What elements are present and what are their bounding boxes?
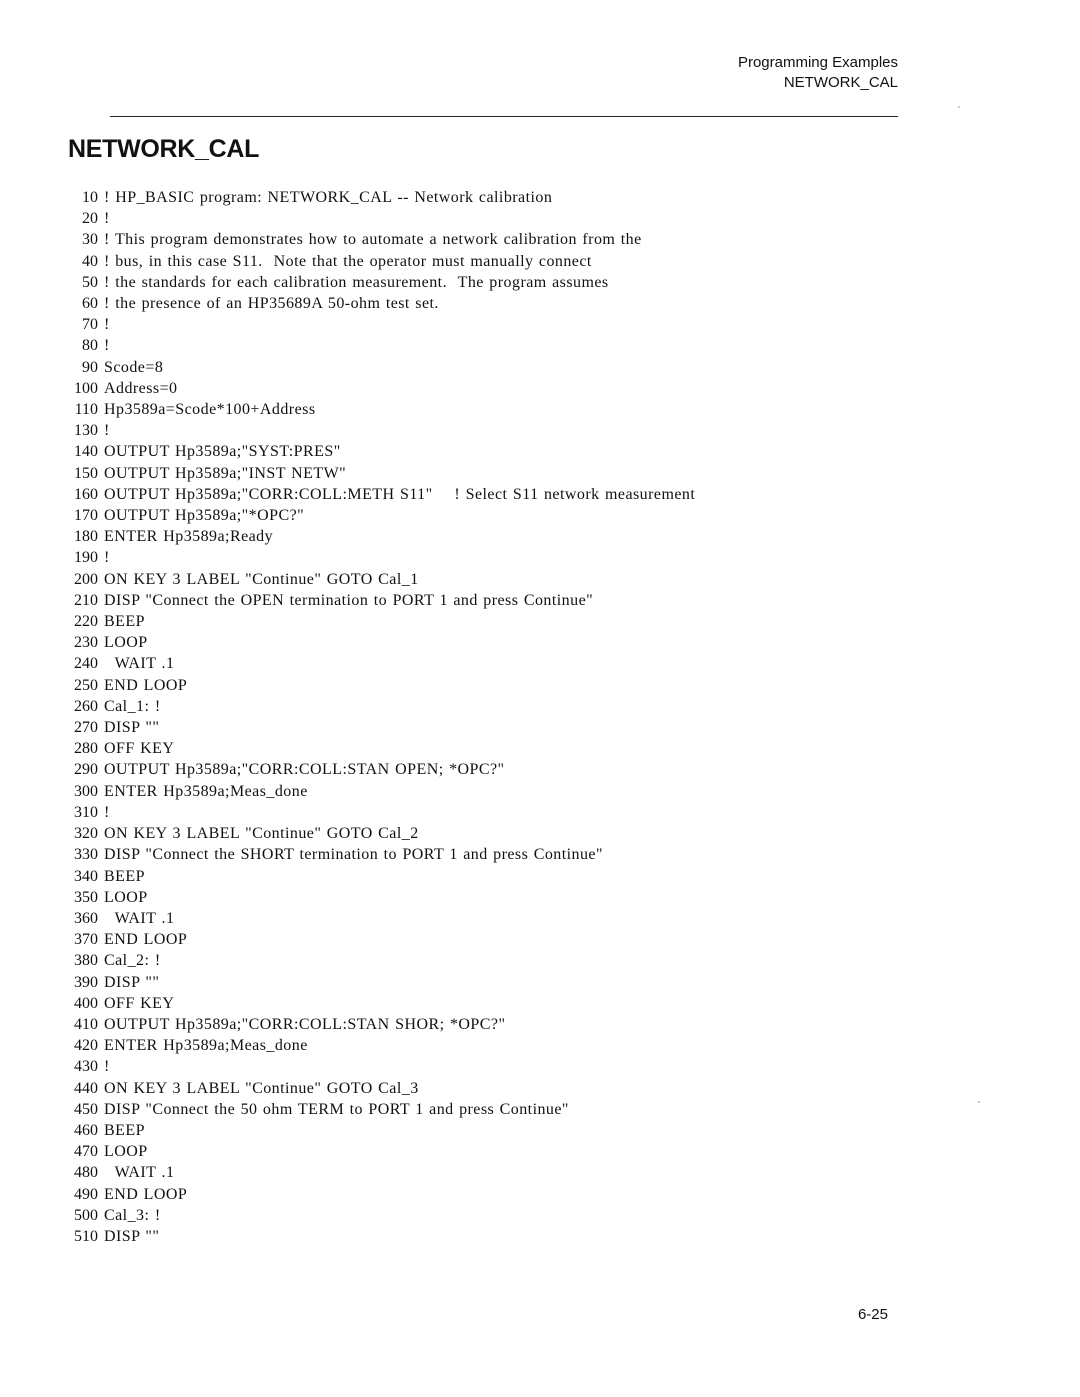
code-line [50,1035,695,1056]
line-code: ! [104,549,110,567]
line-number: 80 [82,337,98,355]
line-code: OUTPUT Hp3589a;"SYST:PRES" [104,443,341,461]
code-line [50,611,695,632]
line-code: ! the standards for each calibration measurement. The program assumes [104,273,609,291]
code-line [50,1014,695,1035]
line-code: ! [104,1058,110,1076]
code-line [50,208,695,229]
line-code: ! [104,316,110,334]
line-code: ENTER Hp3589a;Meas_done [104,782,308,800]
code-line [50,484,695,505]
line-code: ! [104,337,110,355]
line-number: 360 [74,909,98,927]
code-line [50,293,695,314]
code-line [50,272,695,293]
line-number: 250 [74,676,98,694]
line-number: 500 [74,1206,98,1224]
line-number: 350 [74,888,98,906]
line-code: OUTPUT Hp3589a;"CORR:COLL:METH S11" ! Select S11 network measurement [104,485,696,503]
code-line [50,823,695,844]
code-line [50,187,695,208]
line-code: DISP "Connect the OPEN termination to PORT 1 and press Continue" [104,591,594,609]
line-number: 270 [74,719,98,737]
line-number: 510 [74,1227,98,1245]
line-code: ! the presence of an HP35689A 50-ohm test set. [104,295,439,313]
line-code: ON KEY 3 LABEL "Continue" GOTO Cal_2 [104,825,419,843]
line-code: ENTER Hp3589a;Meas_done [104,1037,308,1055]
line-number: 420 [74,1037,98,1055]
line-number: 260 [74,697,98,715]
scan-speck [978,1101,980,1103]
line-code: Address=0 [104,379,178,397]
line-number: 130 [74,422,98,440]
line-number: 230 [74,634,98,652]
code-line [50,632,695,653]
code-line [50,1120,695,1141]
line-code: END LOOP [104,1185,188,1203]
code-line [50,1056,695,1077]
line-number: 50 [82,273,98,291]
line-code: LOOP [104,1143,148,1161]
line-number: 460 [74,1121,98,1139]
line-code: LOOP [104,634,148,652]
code-line [50,653,695,674]
line-number: 150 [74,464,98,482]
line-number: 380 [74,952,98,970]
code-line [50,357,695,378]
line-number: 450 [74,1100,98,1118]
code-line [50,251,695,272]
line-number: 40 [82,252,98,270]
code-line [50,569,695,590]
code-line [50,972,695,993]
code-line [50,993,695,1014]
line-number: 110 [74,401,98,419]
line-number: 20 [82,210,98,228]
line-number: 400 [74,994,98,1012]
line-number: 60 [82,295,98,313]
code-line [50,526,695,547]
header-section: Programming Examples [737,54,898,71]
line-code: ! bus, in this case S11. Note that the operator must manually connect [104,252,592,270]
line-number: 160 [74,485,98,503]
line-number: 180 [74,528,98,546]
line-code: DISP "" [104,1227,160,1245]
line-code: OUTPUT Hp3589a;"CORR:COLL:STAN SHOR; *OPC?" [104,1015,506,1033]
code-line [50,738,695,759]
code-line [50,802,695,823]
line-number: 100 [74,379,98,397]
line-code: WAIT .1 [104,655,175,673]
line-code: Cal_1: ! [104,697,161,715]
line-code: Scode=8 [104,358,164,376]
line-number: 200 [74,570,98,588]
line-code: END LOOP [104,931,188,949]
line-code: DISP "Connect the SHORT termination to PORT 1 and press Continue" [104,846,603,864]
line-code: ON KEY 3 LABEL "Continue" GOTO Cal_3 [104,1079,419,1097]
code-line [50,866,695,887]
line-code: BEEP [104,613,145,631]
line-code: WAIT .1 [104,1164,175,1182]
scan-speck [958,106,960,108]
line-number: 390 [74,973,98,991]
line-number: 370 [74,931,98,949]
line-code: OUTPUT Hp3589a;"*OPC?" [104,507,305,525]
line-code: ON KEY 3 LABEL "Continue" GOTO Cal_1 [104,570,419,588]
line-number: 470 [74,1143,98,1161]
line-code: WAIT .1 [104,909,175,927]
code-line [50,1205,695,1226]
line-number: 140 [74,443,98,461]
line-code: ! This program demonstrates how to automate a network calibration from the [104,231,642,249]
line-code: BEEP [104,1121,145,1139]
line-code: END LOOP [104,676,188,694]
line-code: ! [104,210,110,228]
line-code: BEEP [104,867,145,885]
line-number: 490 [74,1185,98,1203]
line-code: ! [104,422,110,440]
line-code: Cal_2: ! [104,952,161,970]
running-header [738,53,898,93]
line-code: OFF KEY [104,740,175,758]
page-number: 6-25 [857,1306,888,1323]
code-line [50,441,695,462]
code-line [50,399,695,420]
line-number: 240 [74,655,98,673]
code-line [50,950,695,971]
line-number: 220 [74,613,98,631]
code-line [50,1226,695,1247]
code-line [50,1099,695,1120]
line-code: OFF KEY [104,994,175,1012]
code-line [50,929,695,950]
section-title: NETWORK_CAL [68,135,260,163]
line-number: 190 [74,549,98,567]
line-number: 300 [74,782,98,800]
code-line [50,378,695,399]
line-code: Cal_3: ! [104,1206,161,1224]
line-code: DISP "" [104,719,160,737]
line-number: 480 [74,1164,98,1182]
code-line [50,759,695,780]
code-line [50,590,695,611]
code-line [50,1184,695,1205]
line-number: 210 [74,591,98,609]
line-number: 90 [82,358,98,376]
line-code: ! [104,803,110,821]
line-number: 340 [74,867,98,885]
code-line [50,696,695,717]
line-code: Hp3589a=Scode*100+Address [104,401,316,419]
line-code: OUTPUT Hp3589a;"INST NETW" [104,464,347,482]
code-line [50,420,695,441]
code-line [50,505,695,526]
header-subsection: NETWORK_CAL [783,74,898,91]
code-line [50,908,695,929]
code-line [50,463,695,484]
code-line [50,547,695,568]
code-line [50,314,695,335]
line-code: LOOP [104,888,148,906]
line-code: ENTER Hp3589a;Ready [104,528,274,546]
line-code: DISP "" [104,973,160,991]
program-listing [50,187,695,1247]
code-line [50,844,695,865]
line-number: 320 [74,825,98,843]
line-number: 70 [82,316,98,334]
line-number: 310 [74,803,98,821]
line-code: OUTPUT Hp3589a;"CORR:COLL:STAN OPEN; *OPC?" [104,761,505,779]
line-number: 290 [74,761,98,779]
line-code: DISP "Connect the 50 ohm TERM to PORT 1 and press Continue" [104,1100,569,1118]
line-number: 430 [74,1058,98,1076]
line-code: ! HP_BASIC program: NETWORK_CAL -- Network calibration [104,189,553,206]
code-line [50,1162,695,1183]
code-line [50,1141,695,1162]
line-number: 170 [74,507,98,525]
line-number: 410 [74,1015,98,1033]
line-number: 280 [74,740,98,758]
header-rule [110,116,898,117]
line-number: 440 [74,1079,98,1097]
code-line [50,1078,695,1099]
code-line [50,781,695,802]
line-number: 10 [82,189,98,206]
line-number: 30 [82,231,98,249]
line-number: 330 [74,846,98,864]
code-line [50,887,695,908]
code-line [50,717,695,738]
code-line [50,675,695,696]
code-line [50,335,695,356]
code-line [50,229,695,250]
